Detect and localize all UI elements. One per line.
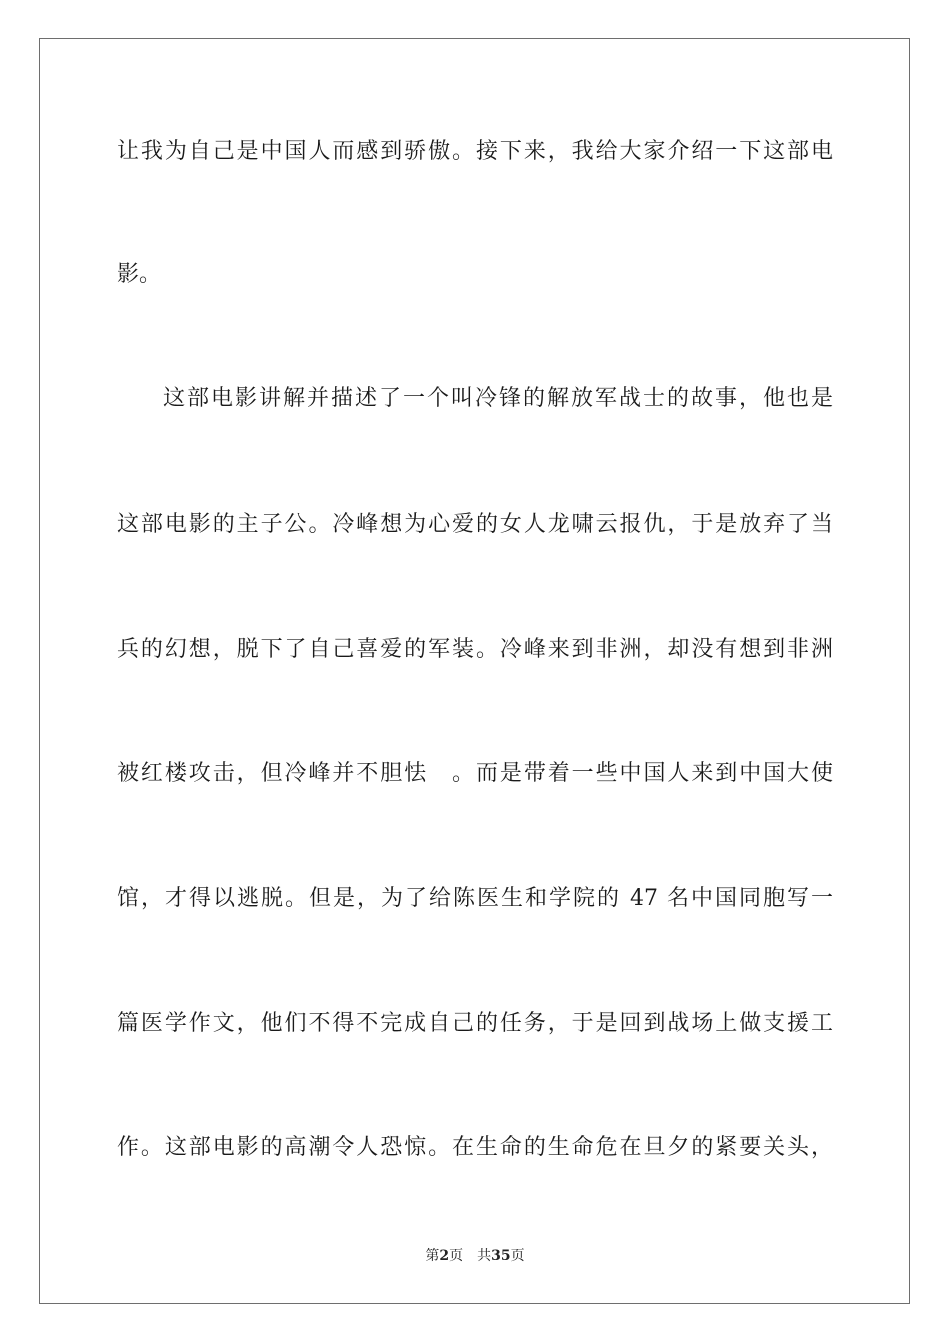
page-border bbox=[39, 38, 910, 1304]
total-page-count: 35 bbox=[491, 1248, 511, 1264]
text-line-9: 作。这部电影的高潮令人恐惊。在生命的生命危在旦夕的紧要关头， bbox=[117, 1135, 833, 1160]
text-line-1: 让我为自己是中国人而感到骄傲。接下来，我给大家介绍一下这部电 bbox=[117, 139, 833, 164]
text-line-4: 这部电影的主子公。冷峰想为心爱的女人龙啸云报仇，于是放弃了当 bbox=[117, 512, 833, 537]
total-suffix: 页 bbox=[510, 1248, 525, 1264]
total-prefix: 共 bbox=[477, 1248, 492, 1264]
page-prefix: 第 bbox=[425, 1248, 440, 1264]
text-line-8: 篇医学作文，他们不得不完成自己的任务，于是回到战场上做支援工 bbox=[117, 1011, 833, 1036]
text-line-6: 被红楼攻击，但冷峰并不胆怯 。而是带着一些中国人来到中国大使 bbox=[117, 761, 833, 786]
text-line-2: 影。 bbox=[117, 262, 162, 287]
text-line-7: 馆，才得以逃脱。但是，为了给陈医生和学院的 47 名中国同胞写一 bbox=[117, 886, 833, 911]
current-page-number: 2 bbox=[439, 1248, 450, 1264]
text-line-5: 兵的幻想，脱下了自己喜爱的军装。冷峰来到非洲，却没有想到非洲 bbox=[117, 637, 833, 662]
text-line-3: 这部电影讲解并描述了一个叫冷锋的解放军战士的故事，他也是 bbox=[163, 386, 833, 411]
page-suffix: 页 bbox=[449, 1248, 464, 1264]
page-footer bbox=[0, 1247, 950, 1265]
